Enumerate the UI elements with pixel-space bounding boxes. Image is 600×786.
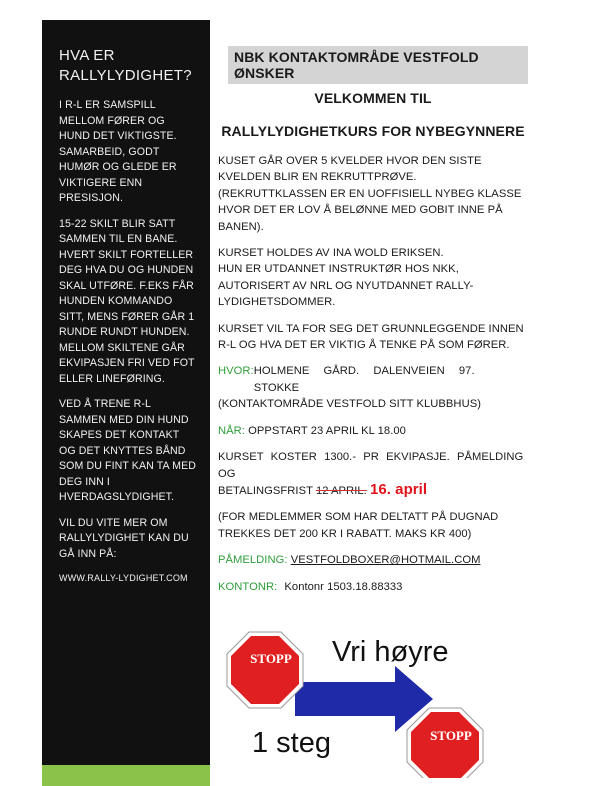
sidebar-title-line2: RALLYLYDIGHET? xyxy=(59,67,192,84)
stop-label-top: STOPP xyxy=(250,651,292,666)
text-instructor-bio: HUN ER UTDANNET INSTRUKTØR HOS NKK, AUTORISERT AV NRL OG NYUTDANNET RALLY-LYDIGHETSDOMMER. xyxy=(218,263,474,309)
label-where: HVOR: xyxy=(218,365,254,378)
sign-text-turn-right: Vri høyre xyxy=(332,636,449,668)
signup-email[interactable]: VESTFOLDBOXER@HOTMAIL.COM xyxy=(290,554,481,567)
sidebar-title-line1: HVA ER xyxy=(59,47,115,64)
old-deadline-date: 12 APRIL. xyxy=(315,484,367,497)
section-signup xyxy=(218,552,528,568)
value-where: HOLMENE GÅRD. DALENVEIEN 97. STOKKE xyxy=(253,365,475,394)
sidebar-paragraph-more-info: VIL DU VITE MER OM RALLYLYDIGHET KAN DU GÅ INN PÅ: xyxy=(59,516,189,560)
row-where xyxy=(218,363,528,396)
row-deadline xyxy=(218,482,528,499)
value-when: OPPSTART 23 APRIL KL 18.00 xyxy=(248,424,406,437)
label-signup: PÅMELDING: xyxy=(218,554,288,567)
sign-text-one-step: 1 steg xyxy=(252,727,331,759)
sidebar xyxy=(42,20,210,765)
main-content xyxy=(218,46,528,595)
section-where xyxy=(218,363,528,412)
sidebar-paragraph-skilt: 15-22 SKILT BLIR SATT SAMMEN TIL EN BANE. HVERT SKILT FORTELLER DEG HVA DU OG HUNDEN SKAL UTFØRE. F.EKS FÅR HUNDEN KOMMANDO SITT, MENS FØRER GÅR 1 RUNDE RUNDT HUNDEN. MELLOM SKILTENE GÅR EKVIPASJEN FRI VED FOT ELLER LINEFØRING. xyxy=(59,217,195,385)
sidebar-green-strip xyxy=(42,765,210,786)
section-account xyxy=(218,579,528,595)
row-signup xyxy=(218,552,528,568)
sidebar-paragraph-kontakt: VED Å TRENE R-L SAMMEN MED DIN HUND SKAPES DET KONTAKT OG DET KNYTTES BÅND SOM DU FINT KAN TA MED DEG INN I HVERDAGSLYDIGHET. xyxy=(59,398,196,503)
label-deadline: BETALINGSFRIST xyxy=(218,484,313,497)
sidebar-title xyxy=(59,46,196,86)
sidebar-paragraph-intro: I R-L ER SAMSPILL MELLOM FØRER OG HUND DET VIKTIGSTE. SAMARBEID, GODT HUMØR OG GLEDE ER VIKTIGERE ENN PRESISJON. xyxy=(59,99,177,204)
row-when xyxy=(218,423,528,439)
stop-sign-top-icon xyxy=(227,632,303,708)
text-course-content: KURSET VIL TA FOR SEG DET GRUNNLEGGENDE INNEN R-L OG HVA DET ER VIKTIG Å TENKE PÅ SOM FØRER. xyxy=(218,322,524,352)
new-deadline-date: 16. april xyxy=(369,480,428,498)
stop-label-bottom: STOPP xyxy=(430,728,472,743)
section-content xyxy=(218,321,528,354)
section-price xyxy=(218,449,528,499)
row-account xyxy=(218,579,528,595)
value-account: Kontonr 1503.18.88333 xyxy=(284,580,403,593)
sidebar-link[interactable]: WWW.RALLY-LYDIGHET.COM xyxy=(59,573,188,583)
header-welcome: VELKOMMEN TIL xyxy=(314,90,432,106)
section-when xyxy=(218,423,528,439)
header-org: NBK KONTAKTOMRÅDE VESTFOLD ØNSKER xyxy=(228,46,528,84)
header-course: RALLYLYDIGHETKURS FOR NYBEGYNNERE xyxy=(221,123,525,139)
section-course-info xyxy=(218,153,528,235)
text-course-length: KUSET GÅR OVER 5 KVELDER HVOR DEN SISTE KVELDEN BLIR EN REKRUTTPRØVE. xyxy=(218,155,482,184)
text-discount: (FOR MEDLEMMER SOM HAR DELTATT PÅ DUGNAD TREKKES DET 200 KR I RABATT. MAKS KR 400) xyxy=(218,511,499,540)
text-price: KURSET KOSTER 1300.- PR EKVIPASJE. PÅMELDING OG xyxy=(218,451,524,480)
label-when: NÅR: xyxy=(218,424,245,437)
text-rekrutt-class: (REKRUTTKLASSEN ER EN UOFFISIELL NYBEG KLASSE HVOR DET ER LOV Å BELØNNE MED GOBIT INNE PÅ BANEN). xyxy=(218,187,522,233)
label-account: KONTONR: xyxy=(218,580,278,593)
section-instructor xyxy=(218,245,528,311)
text-where-sub: (KONTAKTOMRÅDE VESTFOLD SITT KLUBBHUS) xyxy=(218,398,481,411)
text-instructor: KURSET HOLDES AV INA WOLD ERIKSEN. xyxy=(218,247,444,260)
section-discount xyxy=(218,509,528,542)
arrow-right-icon xyxy=(295,666,433,732)
